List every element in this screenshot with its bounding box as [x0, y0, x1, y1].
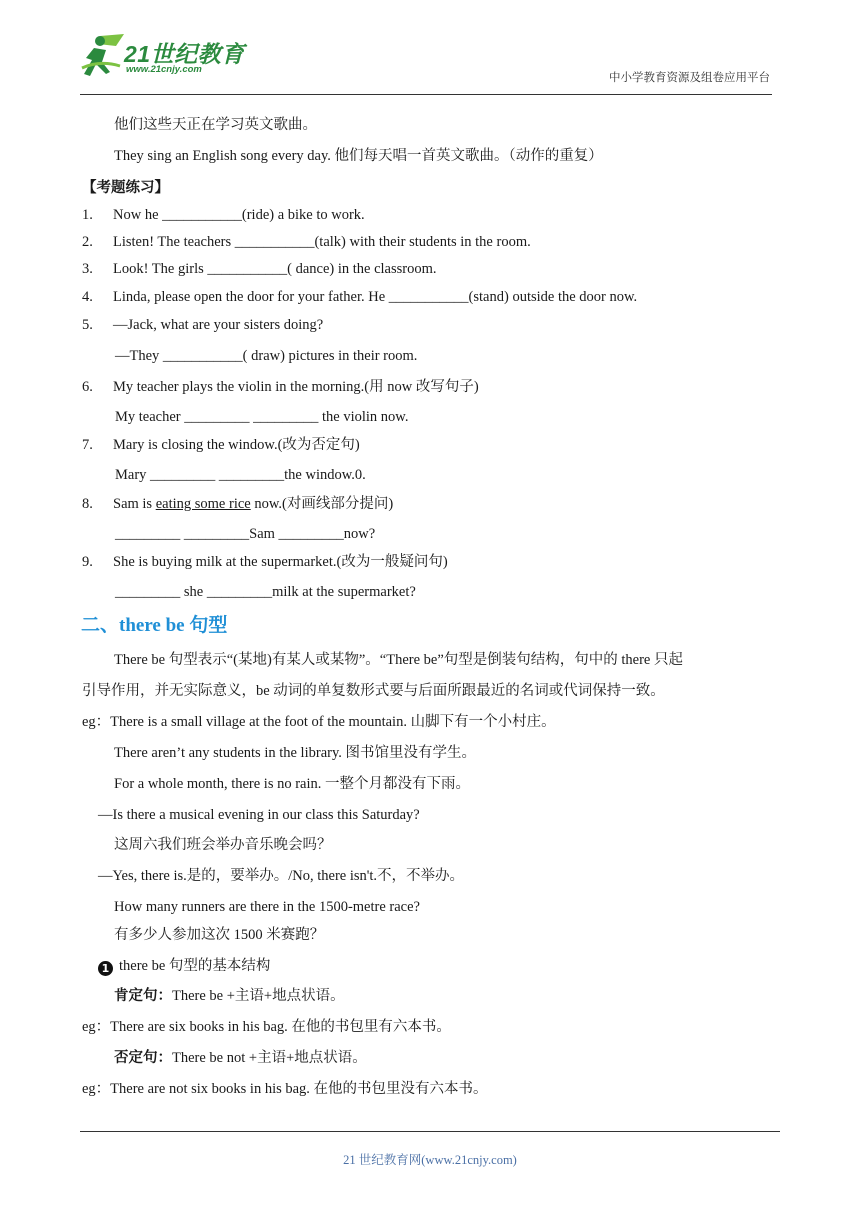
- underlined-phrase: eating some rice: [155, 496, 251, 512]
- question-number: 1.: [82, 207, 93, 223]
- question-text: Listen! The teachers ___________(talk) with their students in the room.: [113, 234, 531, 250]
- question-text: My teacher plays the violin in the morning.(用 now 改写句子): [113, 379, 479, 395]
- example-line: eg：There are not six books in his bag. 在他的书包里没有六本书。: [82, 1081, 488, 1097]
- answer-line: Mary _________ _________the window.0.: [115, 467, 366, 483]
- example-line: For a whole month, there is no rain. 一整个月都没有下雨。: [114, 776, 471, 792]
- affirmative-label: 肯定句：: [114, 988, 172, 1004]
- example-line: 这周六我们班会举办音乐晚会吗？: [114, 837, 332, 853]
- structure-title: there be 句型的基本结构: [119, 958, 271, 974]
- question-text: Look! The girls ___________( dance) in the classroom.: [113, 261, 437, 277]
- page-header: [80, 28, 772, 95]
- answer-line: My teacher _________ _________ the violin now.: [115, 409, 409, 425]
- negative-rule: [114, 1049, 367, 1067]
- structure-heading: [98, 957, 270, 976]
- affirmative-rule: [114, 987, 345, 1005]
- footer-divider: [80, 1131, 780, 1132]
- question-number: 3.: [82, 261, 93, 277]
- answer-line: —They ___________( draw) pictures in their room.: [115, 348, 418, 364]
- example-line: How many runners are there in the 1500-metre race?: [114, 899, 420, 915]
- question-number: 2.: [82, 234, 93, 250]
- intro-line-2: They sing an English song every day. 他们每天唱一首英文歌曲。（动作的重复）: [114, 148, 603, 164]
- number-bullet-icon: 1: [98, 961, 113, 976]
- logo-url: www.21cnjy.com: [126, 64, 202, 75]
- text-segment: Sam is: [113, 496, 156, 512]
- question-text: [113, 495, 393, 513]
- question-number: 4.: [82, 289, 93, 305]
- runner-logo-icon: [80, 32, 126, 80]
- intro-line-1: 他们这些天正在学习英文歌曲。: [114, 117, 317, 133]
- question-number: 6.: [82, 379, 93, 395]
- negative-label: 否定句：: [114, 1050, 172, 1066]
- answer-line: _________ _________Sam _________now?: [115, 526, 376, 542]
- paragraph-line-1: There be 句型表示“(某地)有某人或某物”。“There be”句型是倒装句结构，句中的 there 只起: [114, 652, 683, 668]
- answer-line: _________ she _________milk at the supermarket?: [115, 584, 416, 600]
- example-line: —Yes, there is.是的，要举办。/No, there isn't.不，不举办。: [98, 868, 465, 884]
- question-text: Mary is closing the window.(改为否定句): [113, 437, 360, 453]
- question-text: —Jack, what are your sisters doing?: [113, 317, 324, 333]
- question-number: 9.: [82, 554, 93, 570]
- example-line: eg：There are six books in his bag. 在他的书包里有六本书。: [82, 1019, 451, 1035]
- question-text: Linda, please open the door for your father. He ___________(stand) outside the door now.: [113, 289, 638, 305]
- example-line: 有多少人参加这次 1500 米赛跑？: [114, 927, 325, 943]
- question-number: 7.: [82, 437, 93, 453]
- page-footer[interactable]: 21 世纪教育网(www.21cnjy.com): [343, 1153, 517, 1167]
- question-number: 5.: [82, 317, 93, 333]
- question-number: 8.: [82, 496, 93, 512]
- affirmative-pattern: There be +主语+地点状语。: [172, 988, 345, 1004]
- platform-label: 中小学教育资源及组卷应用平台: [609, 70, 770, 84]
- negative-pattern: There be not +主语+地点状语。: [172, 1050, 367, 1066]
- question-text: Now he ___________(ride) a bike to work.: [113, 207, 365, 223]
- heading-en: there be: [119, 615, 190, 636]
- example-line: There aren’t any students in the library. 图书馆里没有学生。: [114, 745, 477, 761]
- paragraph-line-2: 引导作用，并无实际意义，be 动词的单复数形式要与后面所跟最近的名词或代词保持一致。: [82, 683, 665, 699]
- text-segment: now.(对画线部分提问): [250, 496, 394, 512]
- heading-cn: 句型: [189, 614, 228, 636]
- practice-title: 【考题练习】: [82, 180, 169, 196]
- site-logo[interactable]: [80, 32, 250, 80]
- logo-text: 21世纪教育: [124, 41, 245, 67]
- heading-prefix: 二、: [81, 614, 120, 636]
- question-text: She is buying milk at the supermarket.(改为一般疑问句): [113, 554, 448, 570]
- example-line: eg：There is a small village at the foot of the mountain. 山脚下有一个小村庄。: [82, 714, 556, 730]
- section-heading: [81, 610, 227, 637]
- example-line: —Is there a musical evening in our class this Saturday?: [98, 807, 420, 823]
